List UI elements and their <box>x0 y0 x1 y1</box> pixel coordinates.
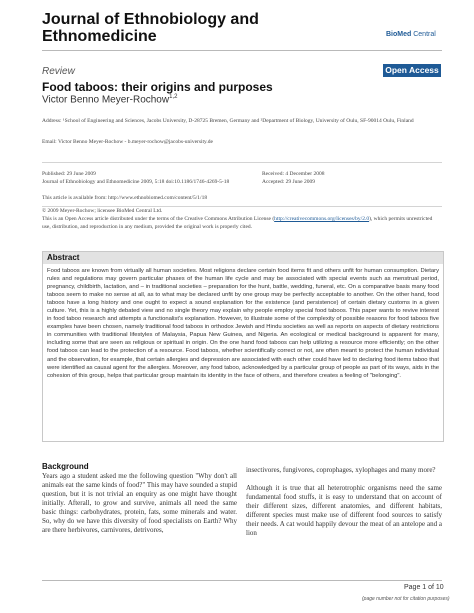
page-number: Page 1 of 10 <box>404 584 444 591</box>
author-affiliation-sup: 1,2 <box>169 94 178 100</box>
license-text <box>42 216 442 231</box>
author-line <box>42 94 177 105</box>
license-link[interactable]: http://creativecommons.org/licenses/by/2.0 <box>274 216 370 222</box>
email[interactable]: Email: Victor Benno Meyer-Rochow - b.meyer-rochow@jacobs-university.de <box>42 139 213 145</box>
abstract-heading: Abstract <box>43 252 443 264</box>
abstract-text: Food taboos are known from virtually all human societies. Most religions declare certain food items fit and others unfit for human consumption. Dietary rules and regulations may govern particular phases of the human life cycle and may be associated with special events such as menstrual period, pregnancy, childbirth, lactation, and – in traditional societies – preparation for the hunt, battle, wedding, funeral, etc. On a comparative basis many food taboos seem to make no sense at all, as to what may be declared unfit by one group may be perfectly acceptable to another. On the other hand, food taboos have a long history and one ought to expect a sound explanation for the existence (and persistence) of certain dietary customs in a given culture. Yet, this is a highly debated view and no single theory may explain why people employ special food taboos. This paper wants to revive interest in food taboo research and attempts a functionalist's explanation. However, to illustrate some of the complexity of possible reasons for food taboos five examples have been chosen, namely traditional food taboos in orthodox Jewish and Hindu societies as well as reports on aspects of dietary restrictions in communities with traditional lifestyles of Malaysia, Papua New Guinea, and Nigeria. An ecological or medical background is apparent for many, including some that are seen as religious or spiritual in origin. On the one hand food taboos can help utilizing a resource more efficiently; on the other food taboos can lead to the protection of a resource. Food taboos, whether scientifically correct or not, are often meant to protect the human individual and the observation, for example, that certain allergies and depression are associated with each other could have led to declaring food items taboo that were identified as causal agent for the allergies. Moreover, any food taboo, acknowledged by a particular group of people as part of its ways, aids in the cohesion of this group, helps that particular group maintain its identity in the face of others, and therefore creates a feeling of "belonging". <box>47 268 439 379</box>
section-label: Review <box>42 66 75 77</box>
meta-left <box>42 171 262 186</box>
publisher-logo <box>386 31 436 38</box>
accepted-date: Accepted: 29 June 2009 <box>262 178 315 185</box>
license-post: ), which permits unrestricted use, distribution, and reproduction in any medium, provided the original work is properly cited. <box>42 216 433 230</box>
citation: Journal of Ethnobiology and Ethnomedicine 2009, 5:18 doi:10.1186/1746-4269-5-18 <box>42 178 230 185</box>
author-name: Victor Benno Meyer-Rochow <box>42 94 170 106</box>
background-text-left <box>42 472 237 535</box>
background-heading: Background <box>42 462 89 471</box>
page-number-note: (page number not for citation purposes) <box>362 596 450 602</box>
meta-right <box>262 171 442 186</box>
header-rule <box>42 50 442 51</box>
background-paragraph: Years ago a student asked me the following question "Why don't all animals eat the same kinds of food?" This may have sounded a stupid question, but it is not trivial an enquiry as one might have thought initially. Afterall, to grow and survive, animals all need the same basic things: carbohydrates, protein, fats, some minerals and water. So, why do we have this diversity of food specialists on Earth? Why are there herbivores, carnivores, detrivores, <box>42 472 237 534</box>
copyright: © 2009 Meyer-Rochow; licensee BioMed Central Ltd. <box>42 208 163 214</box>
license-pre: This is an Open Access article distributed under the terms of the Creative Commons Attribution License ( <box>42 216 275 222</box>
background-paragraph-2: Although it is true that all heterotrophic organisms need the same fundamental food stuffs, it is easy to understand that on account of their different sizes, different anatomies, and different habitats, different species must make use of different food sources to satisfy their needs. A cat would happily devour the meat of an antelope and a lion <box>246 484 442 537</box>
journal-title-line2: Ethnomedicine <box>42 28 157 45</box>
meta-rule-top <box>42 162 442 163</box>
article-title: Food taboos: their origins and purposes <box>42 80 273 94</box>
open-access-badge: Open Access <box>383 64 441 77</box>
abstract-box <box>42 251 444 442</box>
footer-rule <box>42 580 442 581</box>
background-column-right <box>246 466 442 538</box>
logo-bold-text: BioMed <box>386 31 412 38</box>
journal-title <box>42 11 259 45</box>
meta-rule-bottom <box>42 206 442 207</box>
received-date: Received: 4 December 2008 <box>262 171 325 177</box>
background-column-left <box>42 462 237 535</box>
background-text-right <box>246 466 442 538</box>
logo-rest-text: Central <box>411 31 436 38</box>
published-date: Published: 29 June 2009 <box>42 171 96 177</box>
address: Address: ¹School of Engineering and Sciences, Jacobs University, D-28725 Bremen, Germany and ²Department of Biology, University of Oulu, SF-90014 Oulu, Finland <box>42 118 414 124</box>
background-paragraph-continued: insectivores, fungivores, coprophages, xylophages and many more? <box>246 466 436 474</box>
availability-link[interactable]: This article is available from: http://www.ethnobiomed.com/content/5/1/18 <box>42 195 208 201</box>
journal-title-line1: Journal of Ethnobiology and <box>42 11 259 28</box>
